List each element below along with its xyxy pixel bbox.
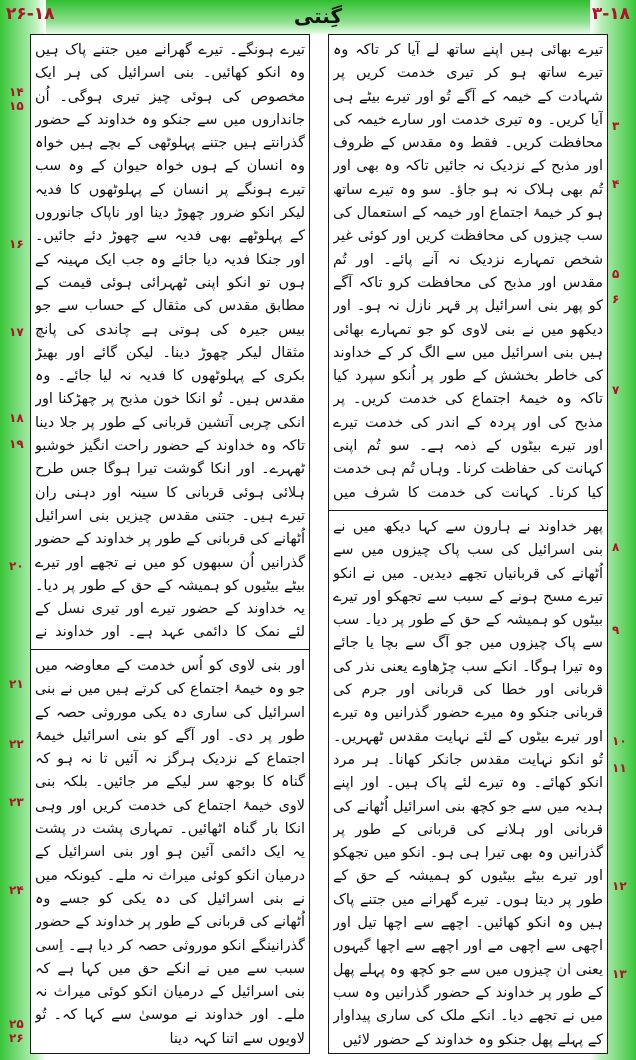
verse-number: ۱۳ <box>612 967 627 981</box>
paragraph: تیرے ہونگے۔ تیرے گھرانے میں جتنے پاک ہیں وہ انکو کھائیں۔ بنی اسرائیل کی ہر ایک مخصوص کی ہوئی چیز تیری ہوگی۔ اُن جانداروں میں سے جنکو وہ خداوند کے حضور گذرانتے ہیں جتنے پہلوٹھی کے بچے ہیں خواہ وہ انسان کے ہوں خواہ حیوان کے وہ سب تیرے ہونگے پر انسان کے پہلوٹھوں کا فدیہ لیکر انکو ضرور چھوڑ دینا اور ناپاک جانوروں کے پہلوٹھے بھی فدیہ سے چھوڑ دئے جائیں۔ اور جنکا فدیہ دیا جائے وہ جب ایک مہینہ کے ہوں تو انکو اپنی ٹھہرائی ہوئی قیمت کے مطابق مقدس کی مثقال کے حساب سے جو بیس جیرہ کی ہوتی ہے چاندی کی پانچ مثقال لیکر چھوڑ دینا۔ لیکن گائے اور بھیڑ بکری کے پہلوٹھوں کا فدیہ نہ لیا جائے۔ وہ مقدس ہیں۔ تُو انکا خون مذبح پر چھڑکنا اور انکی چربی آتشین قربانی کے طور پر جلا دینا تاکہ وہ خداوند کے حضور راحت انگیز خوشبو ٹھہرے۔ اور انکا گوشت تیرا ہوگا جس طرح ہلائی ہوئی قربانی کا سینہ اور دہنی ران تیرے ہیں۔ جتنی مقدس چیزیں بنی اسرائیل اُٹھانے کی قربانی کے طور پر خداوند کے حضور گذرانیں اُن سبھوں کو میں نے تجھے اور تیرے بیٹے بیٹیوں کو ہمیشہ کے حق کے طور پر دیا۔ یہ خداوند کے حضور تیرے اور تیری نسل کے لئے نمک کا دائمی عہد ہے۔ اور خداوند نے <box>35 42 305 641</box>
verse-number: ۸ <box>612 540 620 554</box>
book-title: گِنتی <box>293 4 343 28</box>
verse-number: ۱۴ <box>9 85 24 99</box>
paragraph: اور بنی لاوی کو اُس خدمت کے معاوضہ میں جو وہ خیمۂ اجتماع کی کرتے ہیں میں نے بنی اسرائیل کی ساری دہ یکی موروثی حصہ کے طور پر دی۔ اور آگے کو بنی اسرائیل خیمۂ اجتماع کے نزدیک ہرگز نہ آئیں تا نہ ہو کہ گناہ کا بوجھ سر لیکے مر جائیں۔ بلکہ بنی لاوی خیمۂ اجتماع کی خدمت کریں اور وہی انکا بار گناہ اٹھائیں۔ تمہاری پشت در پشت یہ ایک دائمی آئین ہو اور بنی اسرائیل کے درمیان انکو کوئی میراث نہ ملے۔ کیونکہ میں نے بنی اسرائیل کی دہ یکی کو جسے وہ اُٹھانے کی قربانی کے طور پر خداوند کے حضور گذرانینگے انکو موروثی حصہ کر دیا ہے۔ اِسی سبب سے میں نے انکے حق میں کہا ہے کہ بنی اسرائیل کے درمیان انکو کوئی میراث نہ ملے۔ اور خداوند نے موسیٰ سے کہا کہ۔ تُو لاویوں سے اتنا کہہ دینا <box>35 658 305 1047</box>
verse-number: ۱۹ <box>9 437 24 451</box>
paragraph-divider <box>329 510 607 511</box>
paragraph-divider <box>31 649 309 650</box>
verse-number: ۲۲ <box>9 737 24 751</box>
verse-number: ۲۵ <box>9 1017 24 1031</box>
verse-number: ۲۶ <box>9 1031 24 1045</box>
verse-number: ۲۳ <box>9 795 24 809</box>
verse-number: ۱۵ <box>9 99 24 113</box>
verse-number: ۲۰ <box>9 559 24 573</box>
text-column-right <box>328 34 608 1054</box>
chapter-verse-range-left: ۲۶-۱۸ <box>6 4 55 24</box>
paragraph: تیرے بھائی ہیں اپنے ساتھ لے آیا کر تاکہ وہ تیرے ساتھ ہو کر تیری خدمت کریں پر شہادت کے خیمہ کے آگے تُو اور تیرے بیٹے ہی آیا کریں۔ وہ تیری خدمت اور سارے خیمہ کی محافظت کریں۔ فقط وہ مقدس کے ظروف اور مذبح کے نزدیک نہ جائیں تاکہ وہ بھی اور تُم بھی ہلاک نہ ہو جاؤ۔ سو وہ تیرے ساتھ ہو کر خیمۂ اجتماع اور خیمہ کے استعمال کی سب چیزوں کی محافظت کریں اور کوئی غیر شخص تمہارے نزدیک نہ آنے پائے۔ اور تُم مقدس اور مذبح کی محافظت کرو تاکہ آگے کو پھر بنی اسرائیل پر قہر نازل نہ ہو۔ اور دیکھو میں نے بنی لاوی کو جو تمہارے بھائی ہیں بنی اسرائیل میں سے الگ کر کے خداوند کی خاطر بخشش کے طور پر اُنکو سپرد کیا تاکہ وہ خیمۂ اجتماع کی خدمت کریں۔ پر مذبح کی اور پردہ کے اندر کی خدمت تیرے اور تیرے بیٹوں کے ذمہ ہے۔ سو تُم اپنی کہانت کی حفاظت کرنا۔ وہاں تُم ہی خدمت کیا کرنا۔ کہانت کی خدمت کا شرف میں <box>333 42 603 501</box>
verse-number: ۱۲ <box>612 879 627 893</box>
verse-number: ۱۶ <box>9 237 24 251</box>
verse-number: ۱۰ <box>612 734 627 748</box>
verse-number: ۲۴ <box>9 883 24 897</box>
verse-number: ۷ <box>612 383 620 397</box>
verse-number: ۱۷ <box>9 325 24 339</box>
text-column-left <box>30 34 310 1054</box>
verse-number: ۴ <box>612 177 620 191</box>
verse-number: ۶ <box>612 292 620 306</box>
verse-number: ۳ <box>612 119 620 133</box>
verse-number: ۹ <box>612 623 620 637</box>
verse-number: ۱۱ <box>612 761 627 775</box>
chapter-verse-range-right: ۳-۱۸ <box>591 4 630 24</box>
verse-number: ۱۸ <box>9 411 24 425</box>
verse-number: ۲۱ <box>9 677 24 691</box>
paragraph: پھر خداوند نے ہارون سے کہا دیکھ میں نے بنی اسرائیل کی سب پاک چیزوں میں سے اُٹھانے کی قربانیاں تجھے دیدیں۔ میں نے انکو تیرے مسح ہونے کے سبب سے تجھکو اور تیرے بیٹوں کو ہمیشہ کے حق کے طور پر دیا۔ سب سے پاک چیزوں میں جو آگ سے بچا یا جائے وہ تیرا ہوگا۔ انکے سب چڑھاوے یعنی نذر کی قربانی اور خطا کی قربانی اور جرم کی قربانی جنکو وہ میرے حضور گذرانیں وہ تیرے اور تیرے بیٹوں کے لئے نہایت مقدس ٹھہریں۔ تُو انکو نہایت مقدس جانکر کھانا۔ ہر مرد انکو کھائے۔ وہ تیرے لئے پاک ہیں۔ اور اپنے ہدیہ میں سے جو کچھ بنی اسرائیل اُٹھانے کی قربانی اور ہلانے کی قربانی کے طور پر گذرانیں وہ بھی تیرا ہی ہو۔ انکو میں تجھکو اور تیرے بیٹے بیٹیوں کو ہمیشہ کے حق کے طور پر دیتا ہوں۔ تیرے گھرانے میں جتنے پاک ہیں وہ انکو کھائیں۔ اچھے سے اچھا تیل اور اچھی سے اچھی مے اور اچھے سے اچھا گیہوں یعنی ان چیزوں میں سے جو کچھ وہ پہلے پھل کے طور پر خداوند کے حضور گذرانیں وہ سب میں نے تجھے دیا۔ انکے ملک کی ساری پیداوار کے پہلے پھل جنکو وہ خداوند کے حضور لائیں <box>333 519 603 1048</box>
verse-number: ۵ <box>612 267 620 281</box>
